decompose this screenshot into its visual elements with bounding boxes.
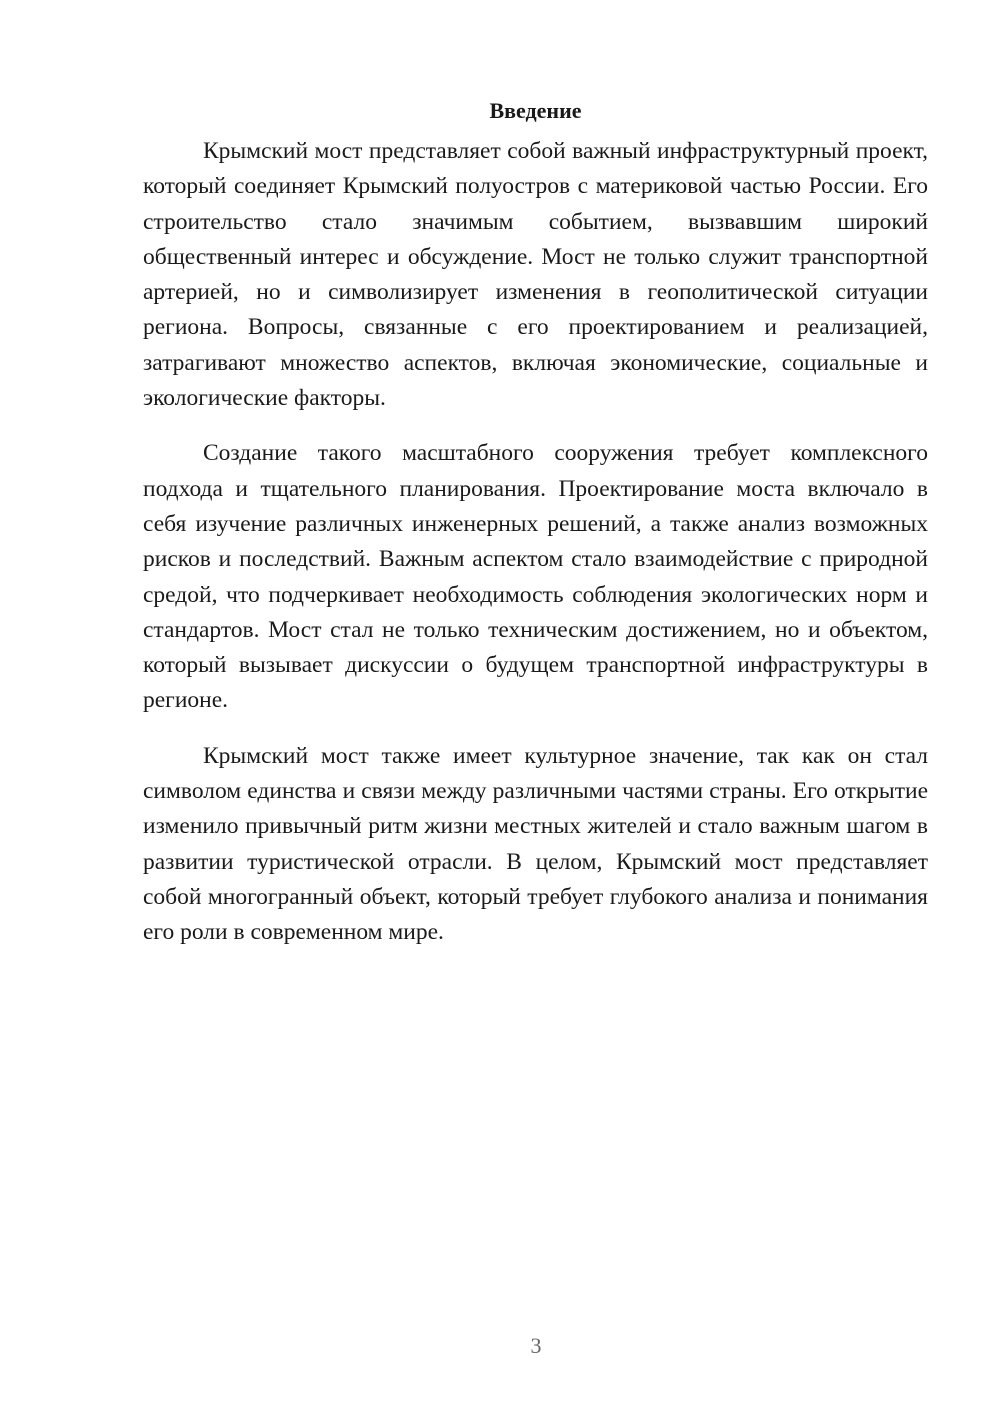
section-heading: Введение bbox=[489, 98, 582, 123]
page-number: 3 bbox=[530, 1333, 542, 1358]
paragraph-1: Крымский мост представляет собой важный инфраструктурный проект, который соединяет Крымский полуостров с материковой частью России. Его строительство стало значимым событием, вызвавшим широкий общественный интерес и обсуждение. Мост не только служит транспортной артерией, но и символизирует изменения в геополитической ситуации региона. Вопросы, связанные с его проектированием и реализацией, затрагивают множество аспектов, включая экономические, социальные и экологические факторы. bbox=[143, 138, 928, 412]
paragraph-2: Создание такого масштабного сооружения требует комплексного подхода и тщательного планирования. Проектирование моста включало в себя изучение различных инженерных решений, а также анализ возможных рисков и последствий. Важным аспектом стало взаимодействие с природной средой, что подчеркивает необходимость соблюдения экологических норм и стандартов. Мост стал не только техническим достижением, но и объектом, который вызывает дискуссии о будущем транспортной инфраструктуры в регионе. bbox=[143, 440, 928, 714]
paragraph-3: Крымский мост также имеет культурное значение, так как он стал символом единства и связи между различными частями страны. Его открытие изменило привычный ритм жизни местных жителей и стало важным шагом в развитии туристической отрасли. В целом, Крымский мост представляет собой многогранный объект, который требует глубокого анализа и понимания его роли в современном мире. bbox=[143, 742, 928, 946]
page-content bbox=[143, 96, 928, 971]
